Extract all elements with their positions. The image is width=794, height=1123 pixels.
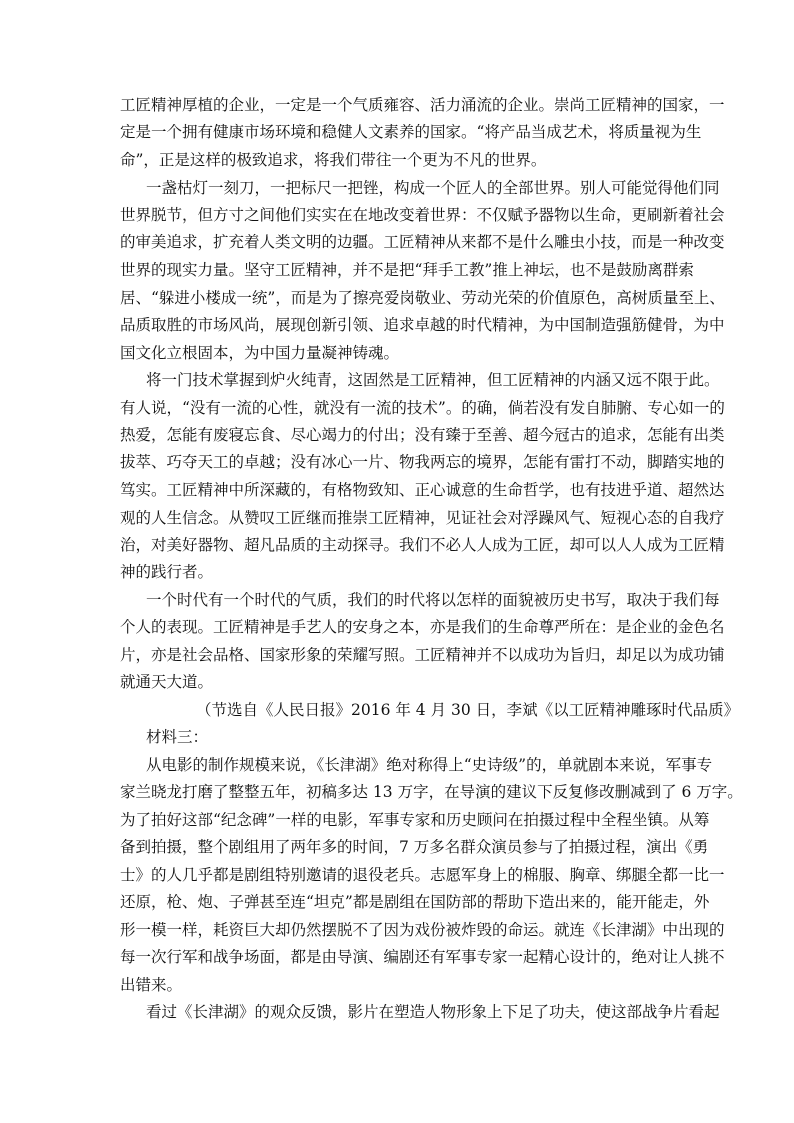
text-line: 材料三： xyxy=(146,728,209,746)
text-line: 为了拍好这部“纪念碑”一样的电影，军事专家和历史顾问在拍摄过程中全程坐镇。从筹 xyxy=(120,811,710,829)
text-line: 有人说，“没有一流的心性，就没有一流的技术”。的确，倘若没有发自肺腑、专心如一的 xyxy=(120,399,725,417)
text-line: 笃实。工匠精神中所深藏的，有格物致知、正心诚意的生命哲学，也有技进乎道、超然达 xyxy=(120,481,725,499)
text-line: 每一次行军和战争场面，都是由导演、编剧还有军事专家一起精心设计的，绝对让人挑不 xyxy=(120,948,725,966)
text-line: 世界的现实力量。坚守工匠精神，并不是把“拜手工教”推上神坛，也不是鼓励离群索 xyxy=(120,261,694,279)
text-line: 形一模一样，耗资巨大却仍然摆脱不了因为戏份被炸毁的命运。就连《长津湖》中出现的 xyxy=(120,921,725,939)
text-line: 士》的人几乎都是剧组特别邀请的退役老兵。志愿军身上的棉服、胸章、绑腿全都一比一 xyxy=(120,866,725,884)
text-line: 从电影的制作规模来说，《长津湖》绝对称得上“史诗级”的，单就剧本来说，军事专 xyxy=(146,756,713,774)
text-line: 还原，枪、炮、子弹甚至连“坦克”都是剧组在国防部的帮助下造出来的，能开能走，外 xyxy=(120,893,710,911)
text-line: 热爱，怎能有废寝忘食、尽心竭力的付出；没有臻于至善、超今冠古的追求，怎能有出类 xyxy=(120,426,725,444)
text-line: 个人的表现。工匠精神是手艺人的安身之本，亦是我们的生命尊严所在：是企业的金色名 xyxy=(120,618,725,636)
text-line: 家兰晓龙打磨了整整五年，初稿多达 13 万字，在导演的建议下反复修改删减到了 6 万字。 xyxy=(120,783,743,801)
text-line: （节选自《人民日报》2016 年 4 月 30 日，李斌《以工匠精神雕琢时代品质》 xyxy=(196,701,740,719)
text-line: 命”，正是这样的极致追求，将我们带往一个更为不凡的世界。 xyxy=(120,151,547,169)
text-line: 品质取胜的市场风尚，展现创新引领、追求卓越的时代精神，为中国制造强筋健骨，为中 xyxy=(120,316,725,334)
text-line: 的审美追求，扩充着人类文明的边疆。工匠精神从来都不是什么雕虫小技，而是一种改变 xyxy=(120,233,725,251)
text-line: 工匠精神厚植的企业，一定是一个气质雍容、活力涌流的企业。崇尚工匠精神的国家，一 xyxy=(120,96,725,114)
text-line: 片，亦是社会品格、国家形象的荣耀写照。工匠精神并不以成功为旨归，却足以为成功铺 xyxy=(120,646,725,664)
text-line: 拔萃、巧夺天工的卓越；没有冰心一片、物我两忘的境界，怎能有雷打不动，脚踏实地的 xyxy=(120,453,725,471)
text-line: 一盏枯灯一刻刀，一把标尺一把锉，构成一个匠人的全部世界。别人可能觉得他们同 xyxy=(146,179,720,197)
text-line: 治，对美好器物、超凡品质的主动探寻。我们不必人人成为工匠，却可以人人成为工匠精 xyxy=(120,536,725,554)
text-line: 一个时代有一个时代的气质，我们的时代将以怎样的面貌被历史书写，取决于我们每 xyxy=(146,591,720,609)
text-line: 神的践行者。 xyxy=(120,563,214,581)
text-line: 观的人生信念。从赞叹工匠继而推崇工匠精神，见证社会对浮躁风气、短视心态的自我疗 xyxy=(120,509,725,527)
text-line: 定是一个拥有健康市场环境和稳健人文素养的国家。“将产品当成艺术，将质量视为生 xyxy=(120,123,702,141)
text-line: 看过《长津湖》的观众反馈，影片在塑造人物形象上下足了功夫，使这部战争片看起 xyxy=(146,1003,720,1021)
text-line: 将一门技术掌握到炉火纯青，这固然是工匠精神，但工匠精神的内涵又远不限于此。 xyxy=(146,371,720,389)
text-line: 出错来。 xyxy=(120,976,183,994)
text-line: 世界脱节，但方寸之间他们实实在在地改变着世界：不仅赋予器物以生命，更刷新着社会 xyxy=(120,206,725,224)
text-line: 居、“躲进小楼成一统”，而是为了擦亮爱岗敬业、劳动光荣的价值原色，高树质量至上、 xyxy=(120,289,725,307)
text-line: 国文化立根固本，为中国力量凝神铸魂。 xyxy=(120,344,400,362)
text-line: 备到拍摄，整个剧组用了两年多的时间，7 万多名群众演员参与了拍摄过程，演出《勇 xyxy=(120,838,709,856)
text-line: 就通天大道。 xyxy=(120,673,214,691)
